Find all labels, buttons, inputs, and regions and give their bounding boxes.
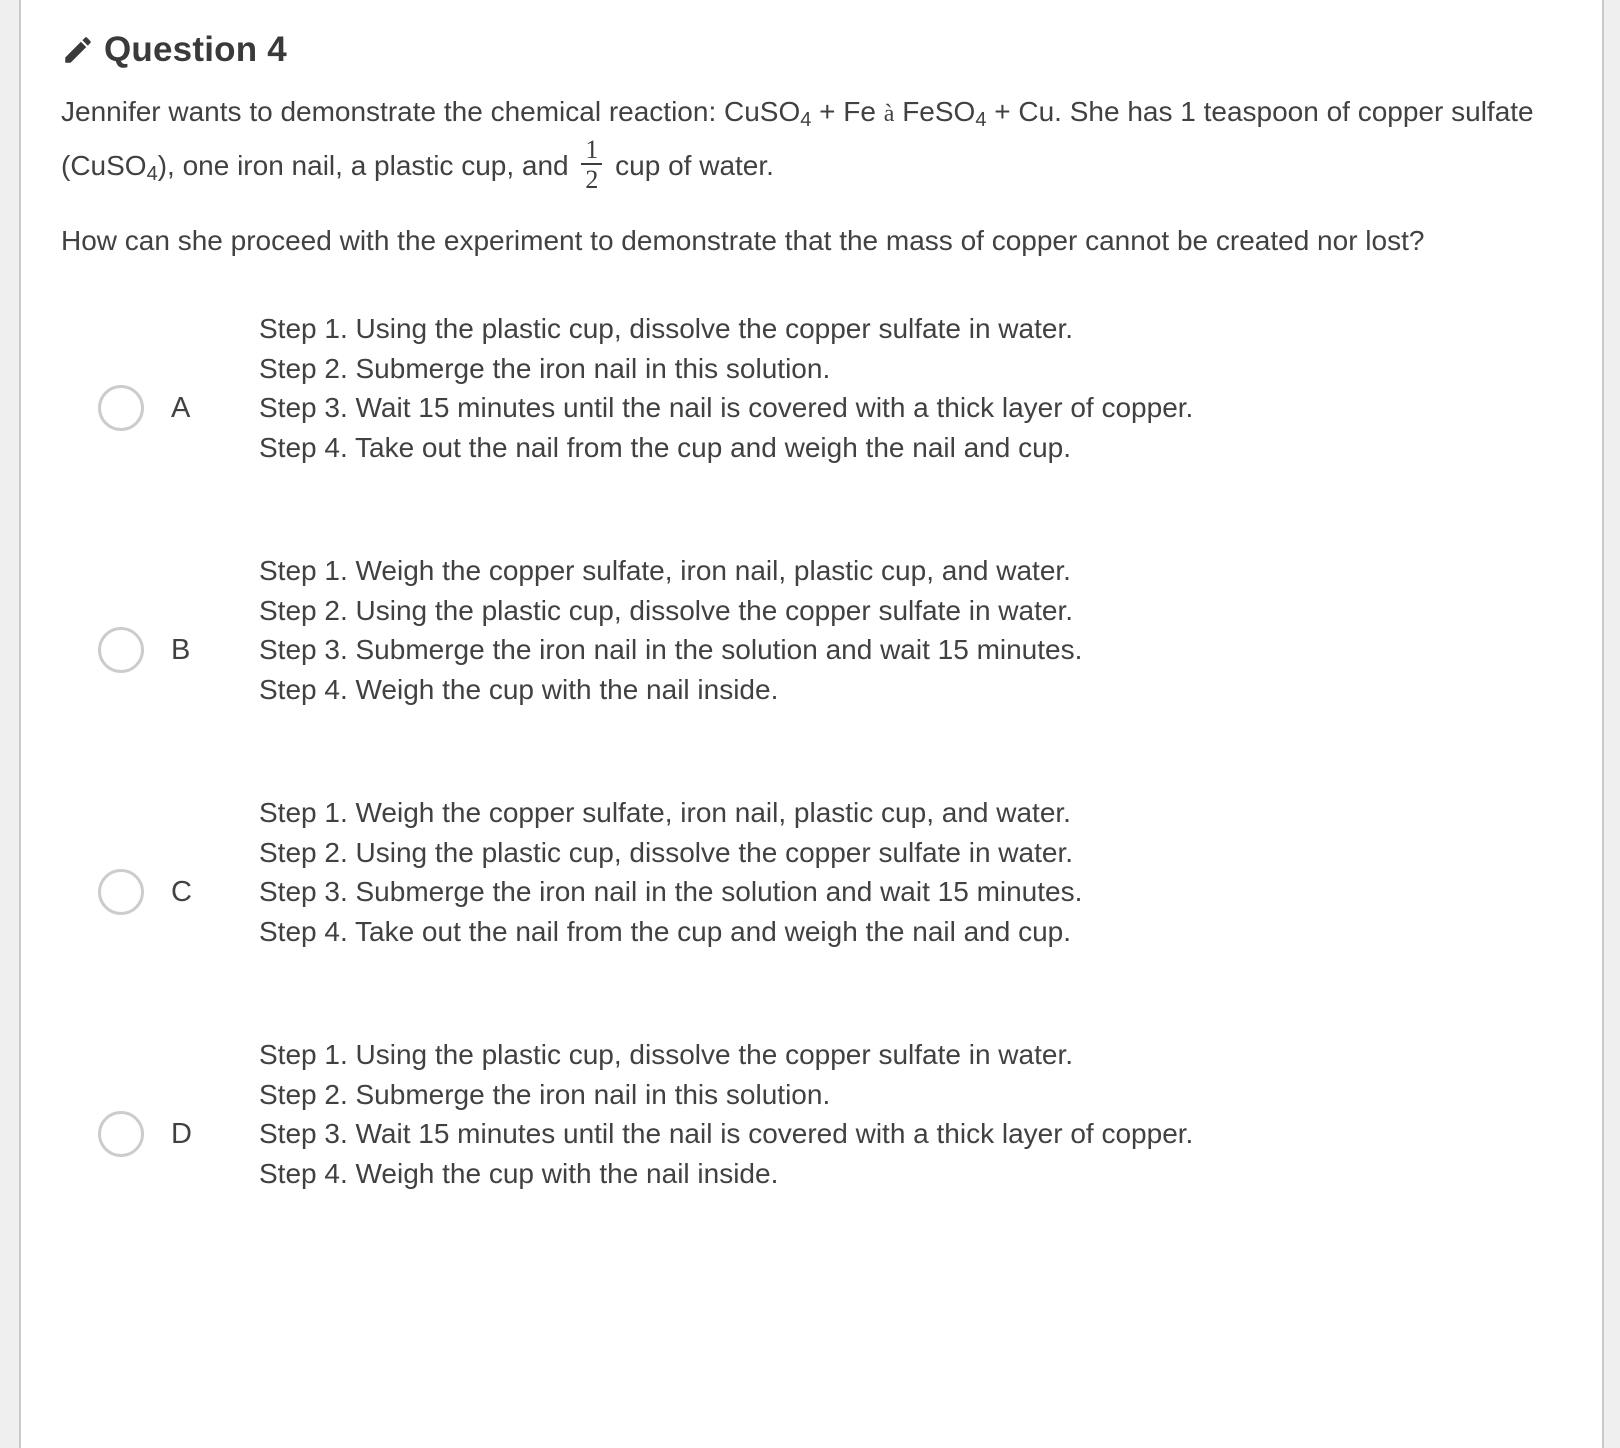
step-line: Step 2. Using the plastic cup, dissolve the copper sulfate in water. <box>259 594 1074 626</box>
option-selector <box>98 1111 199 1157</box>
option-steps <box>259 309 1193 467</box>
intro-text: cup of water. <box>607 149 774 181</box>
radio-button[interactable] <box>98 385 144 431</box>
step-line: Step 1. Using the plastic cup, dissolve the copper sulfate in water. <box>259 313 1074 344</box>
question-card <box>19 0 1604 1448</box>
step-line: Step 3. Submerge the iron nail in the solution and wait 15 minutes. <box>259 876 1083 907</box>
pencil-icon <box>61 33 95 67</box>
question-header <box>61 30 1562 70</box>
intro-text: FeSO <box>894 96 976 127</box>
option-letter: C <box>171 875 192 908</box>
option-steps <box>259 793 1082 951</box>
intro-text: + Cu. She has 1 teaspoon of copper sulfate (CuSO <box>61 96 1534 181</box>
answer-option[interactable] <box>98 309 1562 467</box>
step-line: Step 2. Submerge the iron nail in this solution. <box>259 352 831 384</box>
answer-option[interactable] <box>98 551 1562 709</box>
arrow-glyph: à <box>883 101 895 127</box>
step-line: Step 1. Using the plastic cup, dissolve the copper sulfate in water. <box>259 1039 1074 1070</box>
page-title: Question 4 <box>104 30 287 69</box>
question-prompt: How can she proceed with the experiment to demonstrate that the mass of copper cannot be created nor lost? <box>61 225 1425 256</box>
step-line: Step 2. Submerge the iron nail in this solution. <box>259 1078 831 1110</box>
step-line: Step 1. Weigh the copper sulfate, iron nail, plastic cup, and water. <box>259 555 1071 586</box>
question-intro <box>61 92 1562 195</box>
option-selector <box>98 869 199 915</box>
radio-button[interactable] <box>98 627 144 673</box>
step-line: Step 4. Weigh the cup with the nail inside. <box>259 1157 779 1189</box>
intro-text: + Fe <box>811 96 884 127</box>
option-selector <box>98 385 199 431</box>
step-line: Step 3. Submerge the iron nail in the solution and wait 15 minutes. <box>259 634 1083 665</box>
answer-option[interactable] <box>98 793 1562 951</box>
option-steps <box>259 551 1082 709</box>
radio-button[interactable] <box>98 869 144 915</box>
step-line: Step 2. Using the plastic cup, dissolve the copper sulfate in water. <box>259 836 1074 868</box>
intro-text: ), one iron nail, a plastic cup, and <box>157 149 577 181</box>
step-line: Step 4. Take out the nail from the cup and weigh the nail and cup. <box>259 915 1072 947</box>
fraction-one-half <box>581 137 602 192</box>
step-line: Step 3. Wait 15 minutes until the nail is covered with a thick layer of copper. <box>259 1118 1194 1149</box>
fraction-numerator: 1 <box>585 135 599 164</box>
options-list <box>61 309 1562 1193</box>
answer-option[interactable] <box>98 1035 1562 1193</box>
intro-text: Jennifer wants to demonstrate the chemical reaction: CuSO <box>61 96 801 127</box>
option-steps <box>259 1035 1193 1193</box>
option-letter: A <box>171 391 191 424</box>
subscript-digit: 4 <box>975 109 987 131</box>
option-letter: D <box>171 1117 192 1150</box>
subscript-digit: 4 <box>800 109 812 131</box>
option-letter: B <box>171 633 191 666</box>
subscript-digit: 4 <box>146 162 158 185</box>
step-line: Step 4. Take out the nail from the cup and weigh the nail and cup. <box>259 431 1072 463</box>
step-line: Step 1. Weigh the copper sulfate, iron nail, plastic cup, and water. <box>259 797 1071 828</box>
option-selector <box>98 627 199 673</box>
step-line: Step 4. Weigh the cup with the nail inside. <box>259 673 779 705</box>
step-line: Step 3. Wait 15 minutes until the nail is covered with a thick layer of copper. <box>259 392 1194 423</box>
radio-button[interactable] <box>98 1111 144 1157</box>
fraction-denominator: 2 <box>581 163 602 192</box>
